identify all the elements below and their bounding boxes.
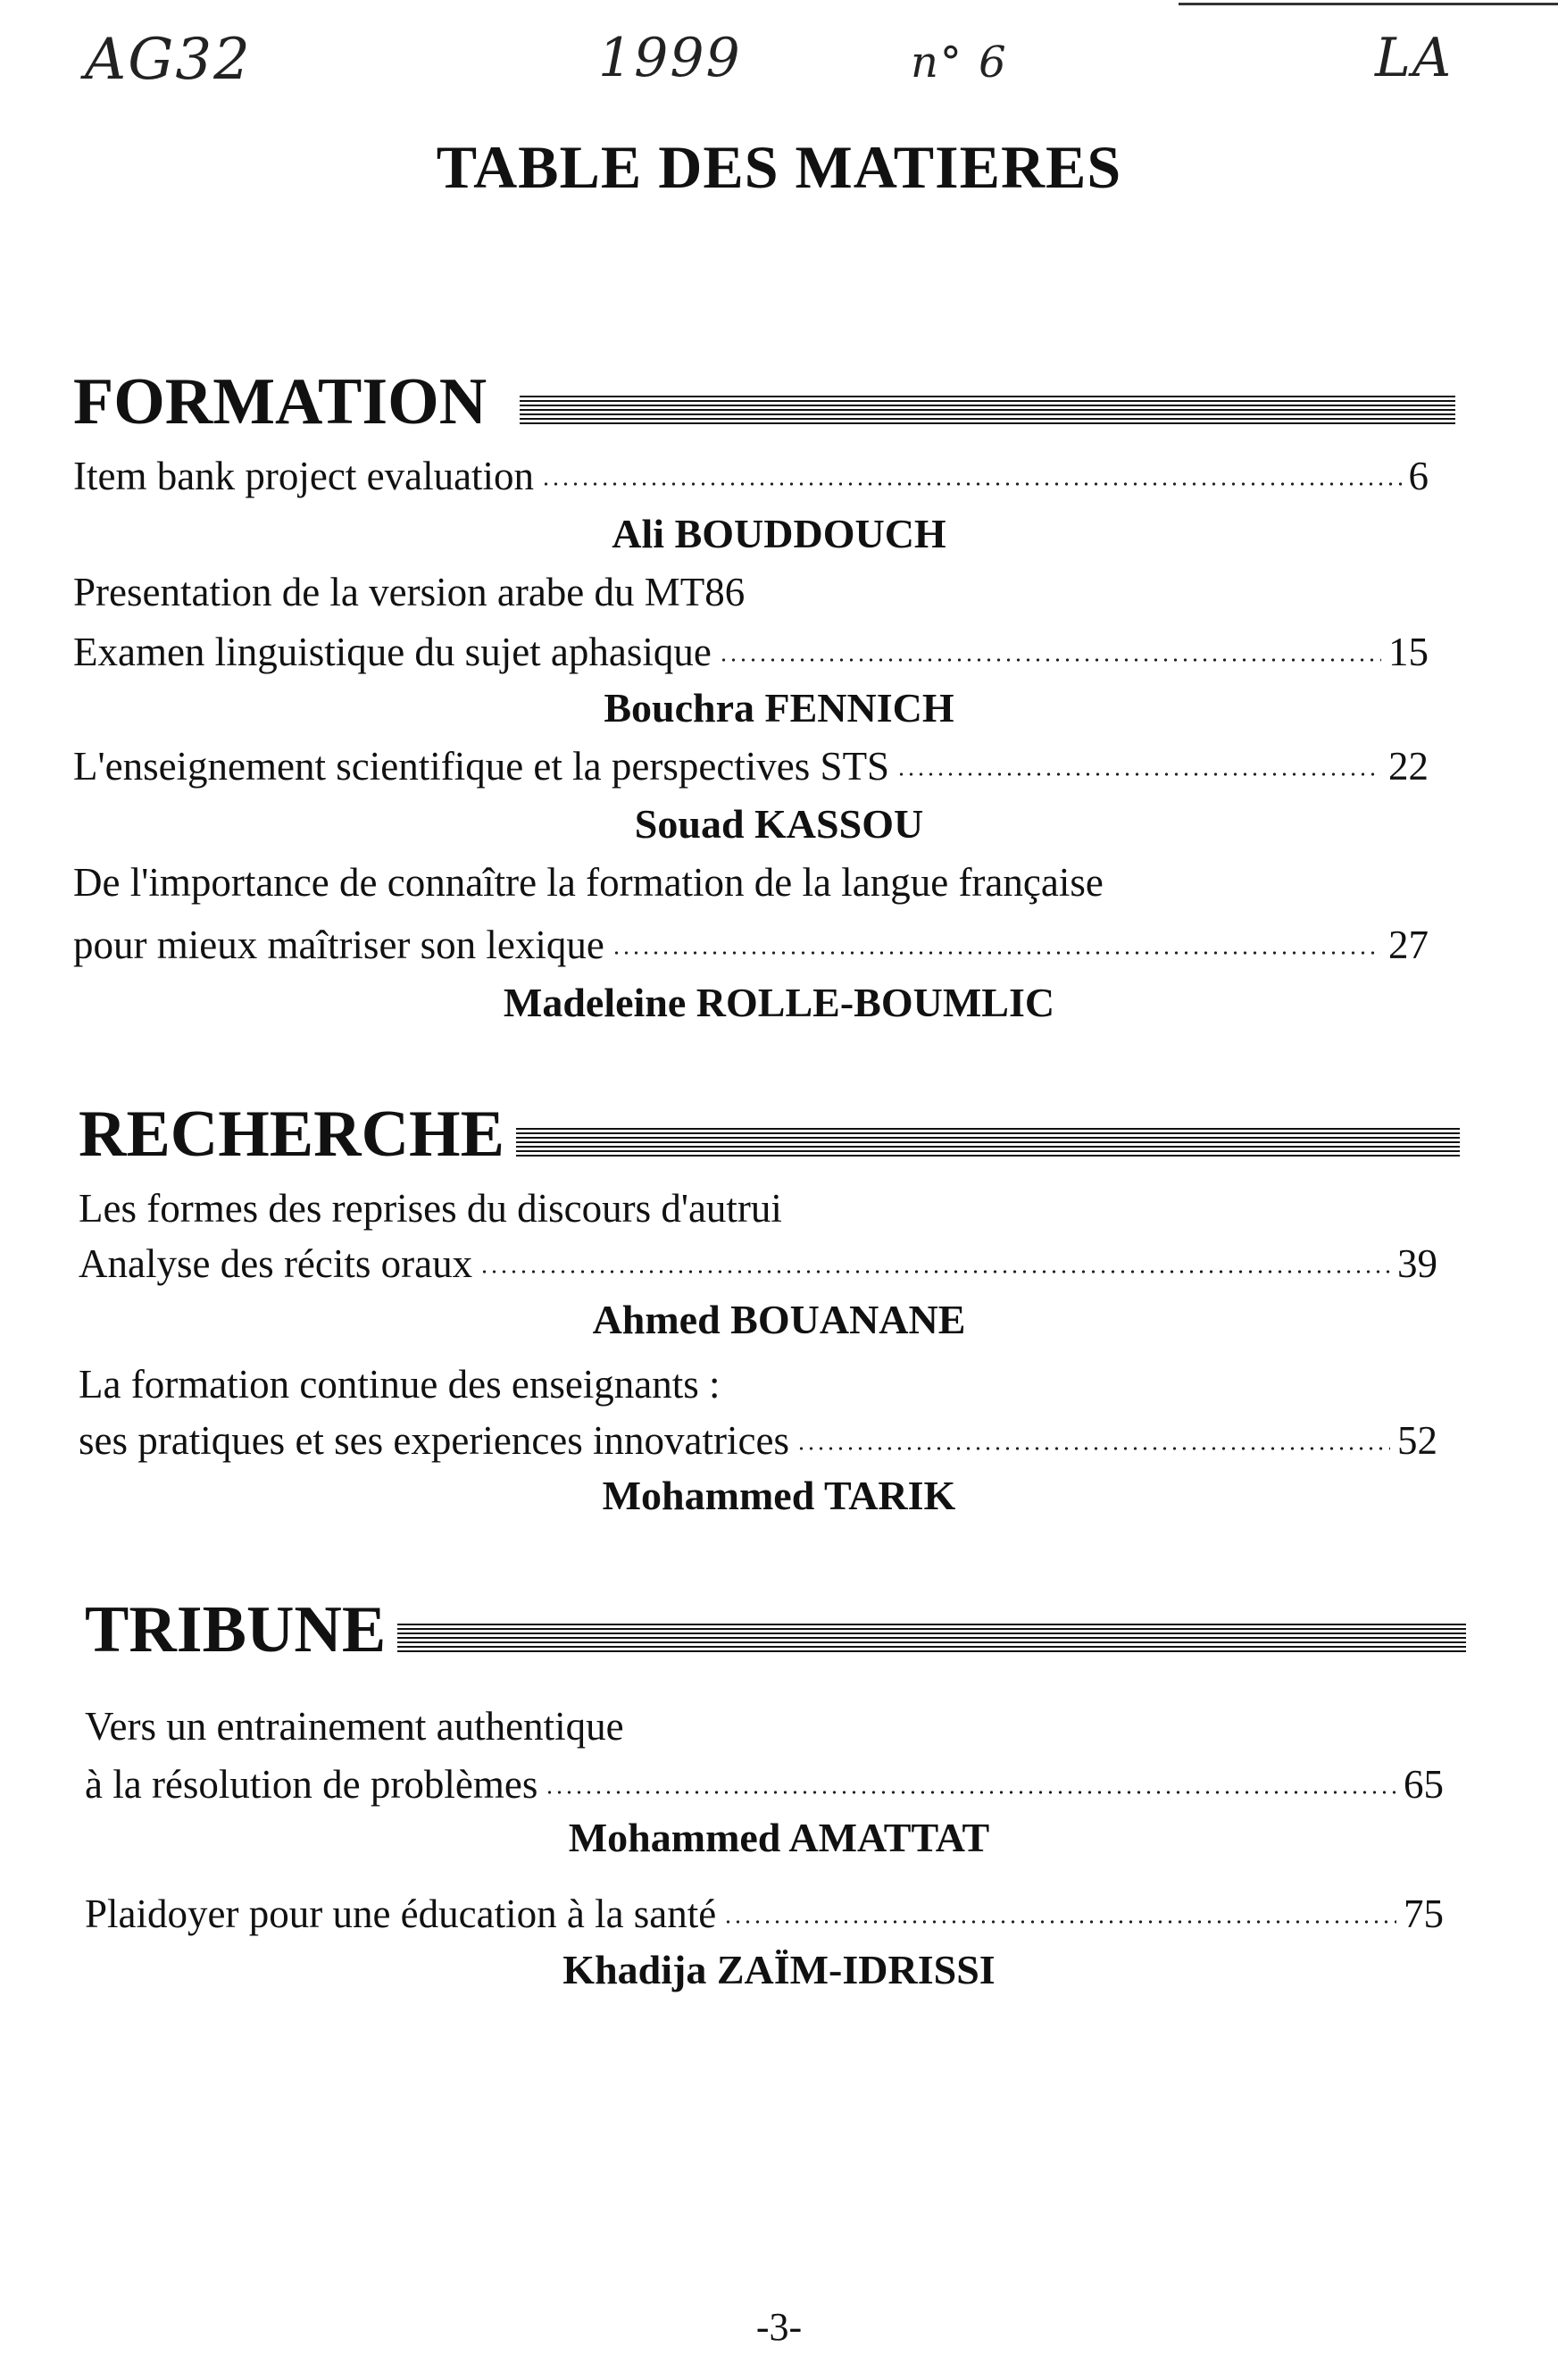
entry-page: 6: [1408, 454, 1429, 498]
entry-author: Ali BOUDDOUCH: [612, 511, 946, 556]
toc-entry[interactable]: [79, 1415, 1437, 1466]
entry-title-line[interactable]: De l'importance de connaître la formation de la langue française: [73, 860, 1104, 905]
scan-edge-line: [1179, 3, 1558, 5]
entry-page: 22: [1388, 744, 1429, 789]
dot-leader: [541, 480, 1401, 489]
entry-title: Plaidoyer pour une éducation à la santé: [85, 1891, 717, 1936]
entry-author: Mohammed TARIK: [602, 1473, 956, 1518]
entry-page: 39: [1397, 1241, 1437, 1286]
dot-leader: [796, 1444, 1390, 1453]
entry-author: Souad KASSOU: [634, 801, 924, 847]
toc-entry[interactable]: [73, 627, 1429, 677]
dot-leader: [719, 656, 1381, 664]
dot-leader: [545, 1788, 1396, 1797]
page-title: TABLE DES MATIERES: [436, 133, 1122, 201]
entry-title-line[interactable]: La formation continue des enseignants :: [79, 1362, 721, 1407]
toc-entry[interactable]: [73, 451, 1429, 501]
dot-leader: [479, 1267, 1390, 1276]
entry-title: pour mieux maîtriser son lexique: [73, 923, 604, 967]
entry-author: Bouchra FENNICH: [604, 685, 954, 731]
toc-entry[interactable]: [85, 1889, 1444, 1939]
section-header: [79, 1094, 1460, 1174]
dot-leader: [723, 1917, 1396, 1926]
entry-page: 15: [1388, 630, 1429, 674]
section-title: TRIBUNE: [85, 1593, 387, 1666]
entry-page: 27: [1388, 923, 1429, 967]
section-rule: [516, 1128, 1460, 1158]
entry-title-line[interactable]: Presentation de la version arabe du MT86: [73, 570, 746, 614]
entry-title: Examen linguistique du sujet aphasique: [73, 630, 712, 674]
entry-page: 52: [1397, 1418, 1437, 1463]
entry-author: Ahmed BOUANANE: [592, 1297, 966, 1342]
section-rule: [520, 396, 1455, 426]
toc-entry[interactable]: [85, 1759, 1444, 1809]
handwritten-initials: LA: [1375, 27, 1454, 89]
section-title: FORMATION: [73, 365, 487, 438]
section-header: [85, 1590, 1466, 1670]
entry-title: Analyse des récits oraux: [79, 1241, 473, 1286]
handwritten-code: AG32: [85, 27, 252, 93]
toc-entry[interactable]: [79, 1239, 1437, 1289]
entry-title-line[interactable]: Vers un entrainement authentique: [85, 1704, 624, 1749]
entry-page: 65: [1404, 1762, 1444, 1807]
page-number: -3-: [755, 2305, 803, 2349]
entry-title: Item bank project evaluation: [73, 454, 535, 498]
handwritten-number: n° 6: [911, 38, 1008, 88]
entry-author: Khadija ZAÏM-IDRISSI: [562, 1947, 996, 1992]
entry-title: L'enseignement scientifique et la perspectives STS: [73, 744, 890, 789]
entry-title: à la résolution de problèmes: [85, 1762, 538, 1807]
section-title: RECHERCHE: [79, 1098, 504, 1171]
entry-page: 75: [1404, 1891, 1444, 1936]
entry-title-line[interactable]: Les formes des reprises du discours d'autrui: [79, 1186, 782, 1231]
section-header: [73, 362, 1455, 442]
dot-leader: [612, 948, 1381, 957]
toc-entry[interactable]: [73, 920, 1429, 970]
dot-leader: [896, 770, 1381, 779]
entry-author: Madeleine ROLLE-BOUMLIC: [503, 980, 1055, 1025]
handwritten-year: 1999: [598, 27, 742, 89]
toc-entry[interactable]: [73, 741, 1429, 791]
entry-title: ses pratiques et ses experiences innovatrices: [79, 1418, 789, 1463]
section-rule: [397, 1624, 1466, 1654]
entry-author: Mohammed AMATTAT: [568, 1815, 990, 1860]
